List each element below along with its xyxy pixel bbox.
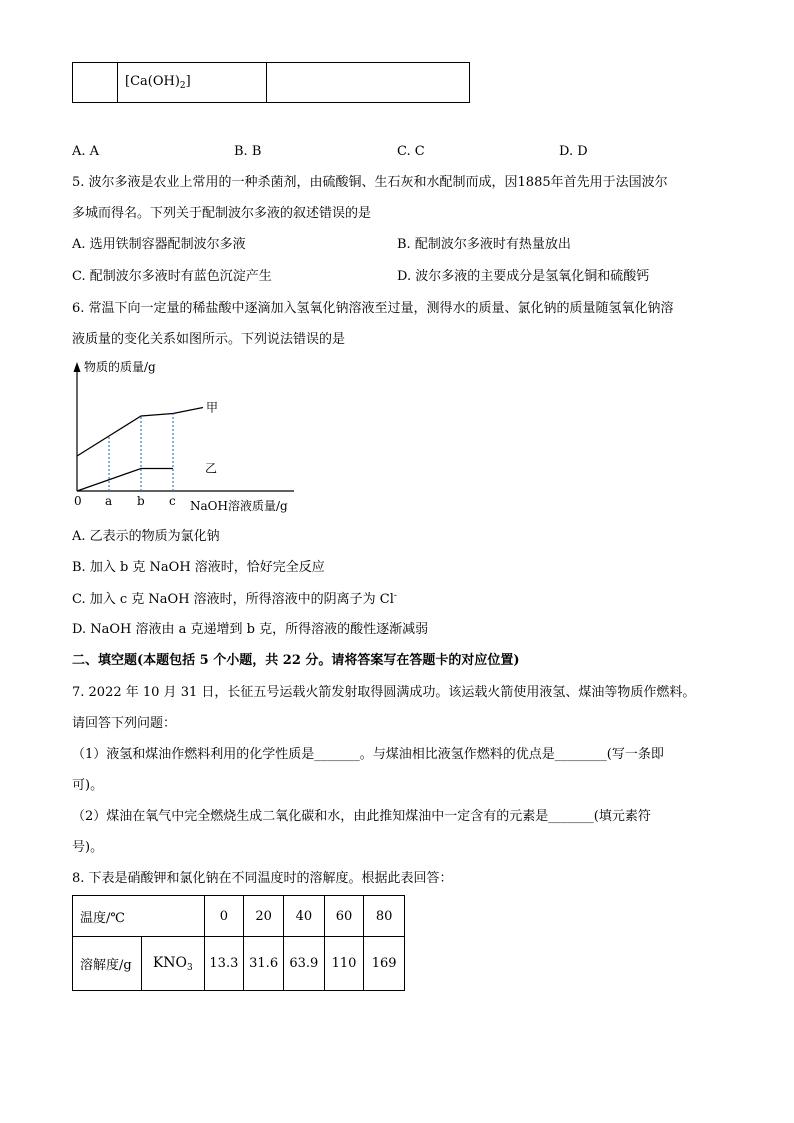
- q8-temp-2: 40: [283, 896, 324, 937]
- section2-title: 二、填空题(本题包括 5 个小题，共 22 分。请将答案写在答题卡的对应位置): [72, 653, 520, 668]
- series-line-yi: [77, 469, 173, 492]
- q8-value-1: 31.6: [244, 937, 284, 991]
- q6-option-b: B. 加入 b 克 NaOH 溶液时，恰好完全反应: [72, 560, 325, 575]
- q8-stem: 8. 下表是硝酸钾和氯化钠在不同温度时的溶解度。根据此表回答：: [72, 871, 453, 886]
- q6-stem-line1: 6. 常温下向一定量的稀盐酸中逐滴加入氢氧化钠溶液至过量，测得水的质量、氯化钠的质量随氢氧化钠溶: [72, 301, 674, 316]
- q8-value-2: 63.9: [283, 937, 324, 991]
- q7-stem-line1: 7. 2022 年 10 月 31 日，长征五号运载火箭发射取得圆满成功。该运载火箭使用液氢、煤油等物质作燃料。: [72, 685, 696, 700]
- q8-temp-1: 20: [244, 896, 284, 937]
- q5-option-d: D. 波尔多液的主要成分是氢氧化铜和硫酸钙: [397, 269, 650, 284]
- series-line-jia-tail: [173, 408, 203, 414]
- q4-option-c: C. C: [397, 144, 425, 159]
- x-tick-label-a: a: [105, 494, 113, 508]
- q7-stem-line2: 请回答下列问题：: [72, 716, 177, 731]
- q7-sub1-line1: （1）液氢和煤油作燃料利用的化学性质是_______。与煤油相比液氢作燃料的优点是________(写一条即: [72, 747, 664, 762]
- q8-header-label: 温度/℃: [73, 896, 205, 937]
- y-axis-label: 物质的质量/g: [84, 360, 156, 374]
- x-tick-label-b: b: [137, 494, 145, 508]
- q4-option-a: A. A: [72, 144, 100, 159]
- q8-temp-0: 0: [204, 896, 244, 937]
- q8-row-label: 溶解度/g: [73, 937, 142, 991]
- q5-stem-line2: 多城而得名。下列关于配制波尔多液的叙述错误的是: [72, 206, 372, 221]
- q5-option-c: C. 配制波尔多液时有蓝色沉淀产生: [72, 269, 272, 284]
- q6-option-a: A. 乙表示的物质为氯化钠: [72, 529, 220, 544]
- series-line-jia: [77, 414, 173, 457]
- q8-value-3: 110: [324, 937, 364, 991]
- top-table: [72, 62, 470, 103]
- q5-stem-line1: 5. 波尔多液是农业上常用的一种杀菌剂，由硫酸铜、生石灰和水配制而成，因1885年首先用于法国波尔: [72, 175, 668, 190]
- q8-value-4: 169: [364, 937, 405, 991]
- q6-option-d: D. NaOH 溶液由 a 克递增到 b 克，所得溶液的酸性逐渐减弱: [72, 622, 429, 637]
- q4-option-d: D. D: [559, 144, 588, 159]
- series-label-jia: 甲: [206, 400, 219, 415]
- q8-value-0: 13.3: [204, 937, 244, 991]
- q8-temp-4: 80: [364, 896, 405, 937]
- origin-label: 0: [74, 494, 82, 508]
- q6-option-c: C. 加入 c 克 NaOH 溶液时，所得溶液中的阴离子为 Cl-: [72, 591, 397, 607]
- top-table-cell-blank: [267, 63, 470, 103]
- x-tick-label-c: c: [169, 494, 176, 508]
- q8-solubility-table: [72, 895, 405, 991]
- q4-option-b: B. B: [234, 144, 262, 159]
- y-axis-arrow: [74, 362, 81, 372]
- top-table-formula-cell: $[Ca(OH)_2]$: [118, 63, 267, 103]
- series-label-yi: 乙: [205, 461, 218, 476]
- q7-sub1-line2: 可)。: [72, 778, 104, 793]
- x-axis-label: NaOH溶液质量/g: [190, 499, 288, 513]
- top-table-cell-empty: [73, 63, 118, 103]
- q7-sub2-line1: （2）煤油在氧气中完全燃烧生成二氧化碳和水，由此推知煤油中一定含有的元素是_______(填元素符: [72, 809, 651, 824]
- q6-stem-line2: 液质量的变化关系如图所示。下列说法错误的是: [72, 332, 346, 347]
- q8-substance: $KNO_3$: [142, 937, 204, 991]
- q5-option-b: B. 配制波尔多液时有热量放出: [397, 237, 571, 252]
- q8-temp-3: 60: [324, 896, 364, 937]
- q6-chart: [62, 355, 322, 515]
- q7-sub2-line2: 号)。: [72, 840, 104, 855]
- q5-option-a: A. 选用铁制容器配制波尔多液: [72, 237, 246, 252]
